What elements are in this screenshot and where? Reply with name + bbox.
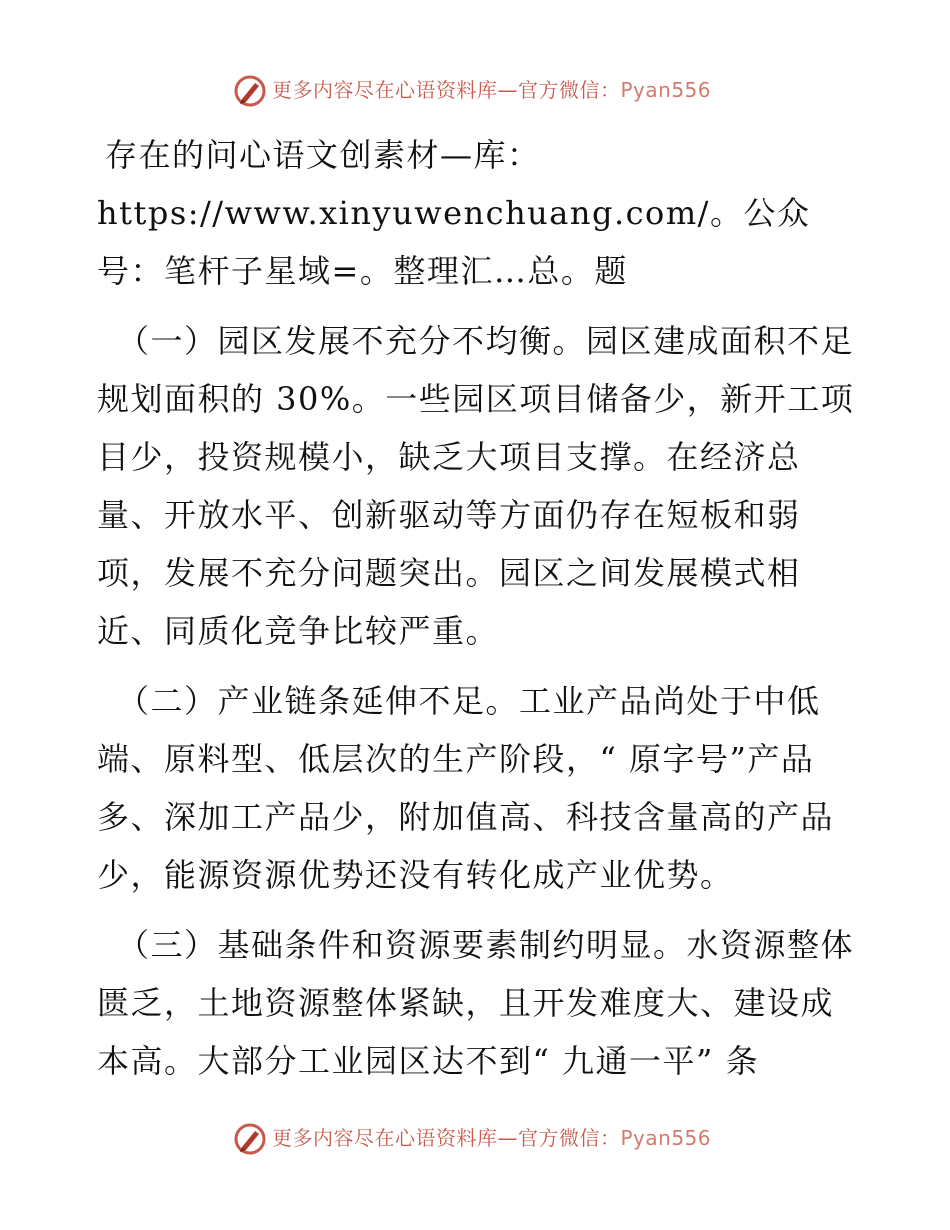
banner-label: 更多内容尽在心语资料库—官方微信： bbox=[272, 78, 621, 102]
banner-wechat-id: Pyan556 bbox=[620, 1126, 712, 1150]
pen-logo-icon bbox=[233, 1122, 267, 1156]
footer-watermark-banner bbox=[0, 1120, 950, 1160]
banner-text bbox=[272, 77, 711, 103]
banner-wechat-id: Pyan556 bbox=[620, 78, 712, 102]
banner-text bbox=[272, 1125, 711, 1151]
document-body bbox=[97, 126, 857, 1090]
pen-logo-icon bbox=[233, 74, 267, 108]
paragraph-2: （二）产业链条延伸不足。工业产品尚处于中低端、原料型、低层次的生产阶段，“ 原字号”产品多、深加工产品少，附加值高、科技含量高的产品少，能源资源优势还没有转化成产业优势。 bbox=[97, 682, 835, 894]
paragraph-1: （一）园区发展不充分不均衡。园区建成面积不足规划面积的 30%。一些园区项目储备少，新开工项目少，投资规模小，缺乏大项目支撑。在经济总量、开放水平、创新驱动等方面仍存在短板和弱项，发展不充分问题突出。园区之间发展模式相近、同质化竞争比较严重。 bbox=[97, 322, 855, 650]
intro-paragraph: 存在的问心语文创素材—库：https://www.xinyuwenchuang.com/。公众号：笔杆子星域=。整理汇…总。题 bbox=[97, 136, 811, 290]
banner-label: 更多内容尽在心语资料库—官方微信： bbox=[272, 1126, 621, 1150]
header-watermark-banner bbox=[0, 72, 950, 112]
paragraph-3: （三）基础条件和资源要素制约明显。水资源整体匮乏，土地资源整体紧缺，且开发难度大、建设成本高。大部分工业园区达不到“ 九通一平” 条 bbox=[97, 926, 855, 1080]
